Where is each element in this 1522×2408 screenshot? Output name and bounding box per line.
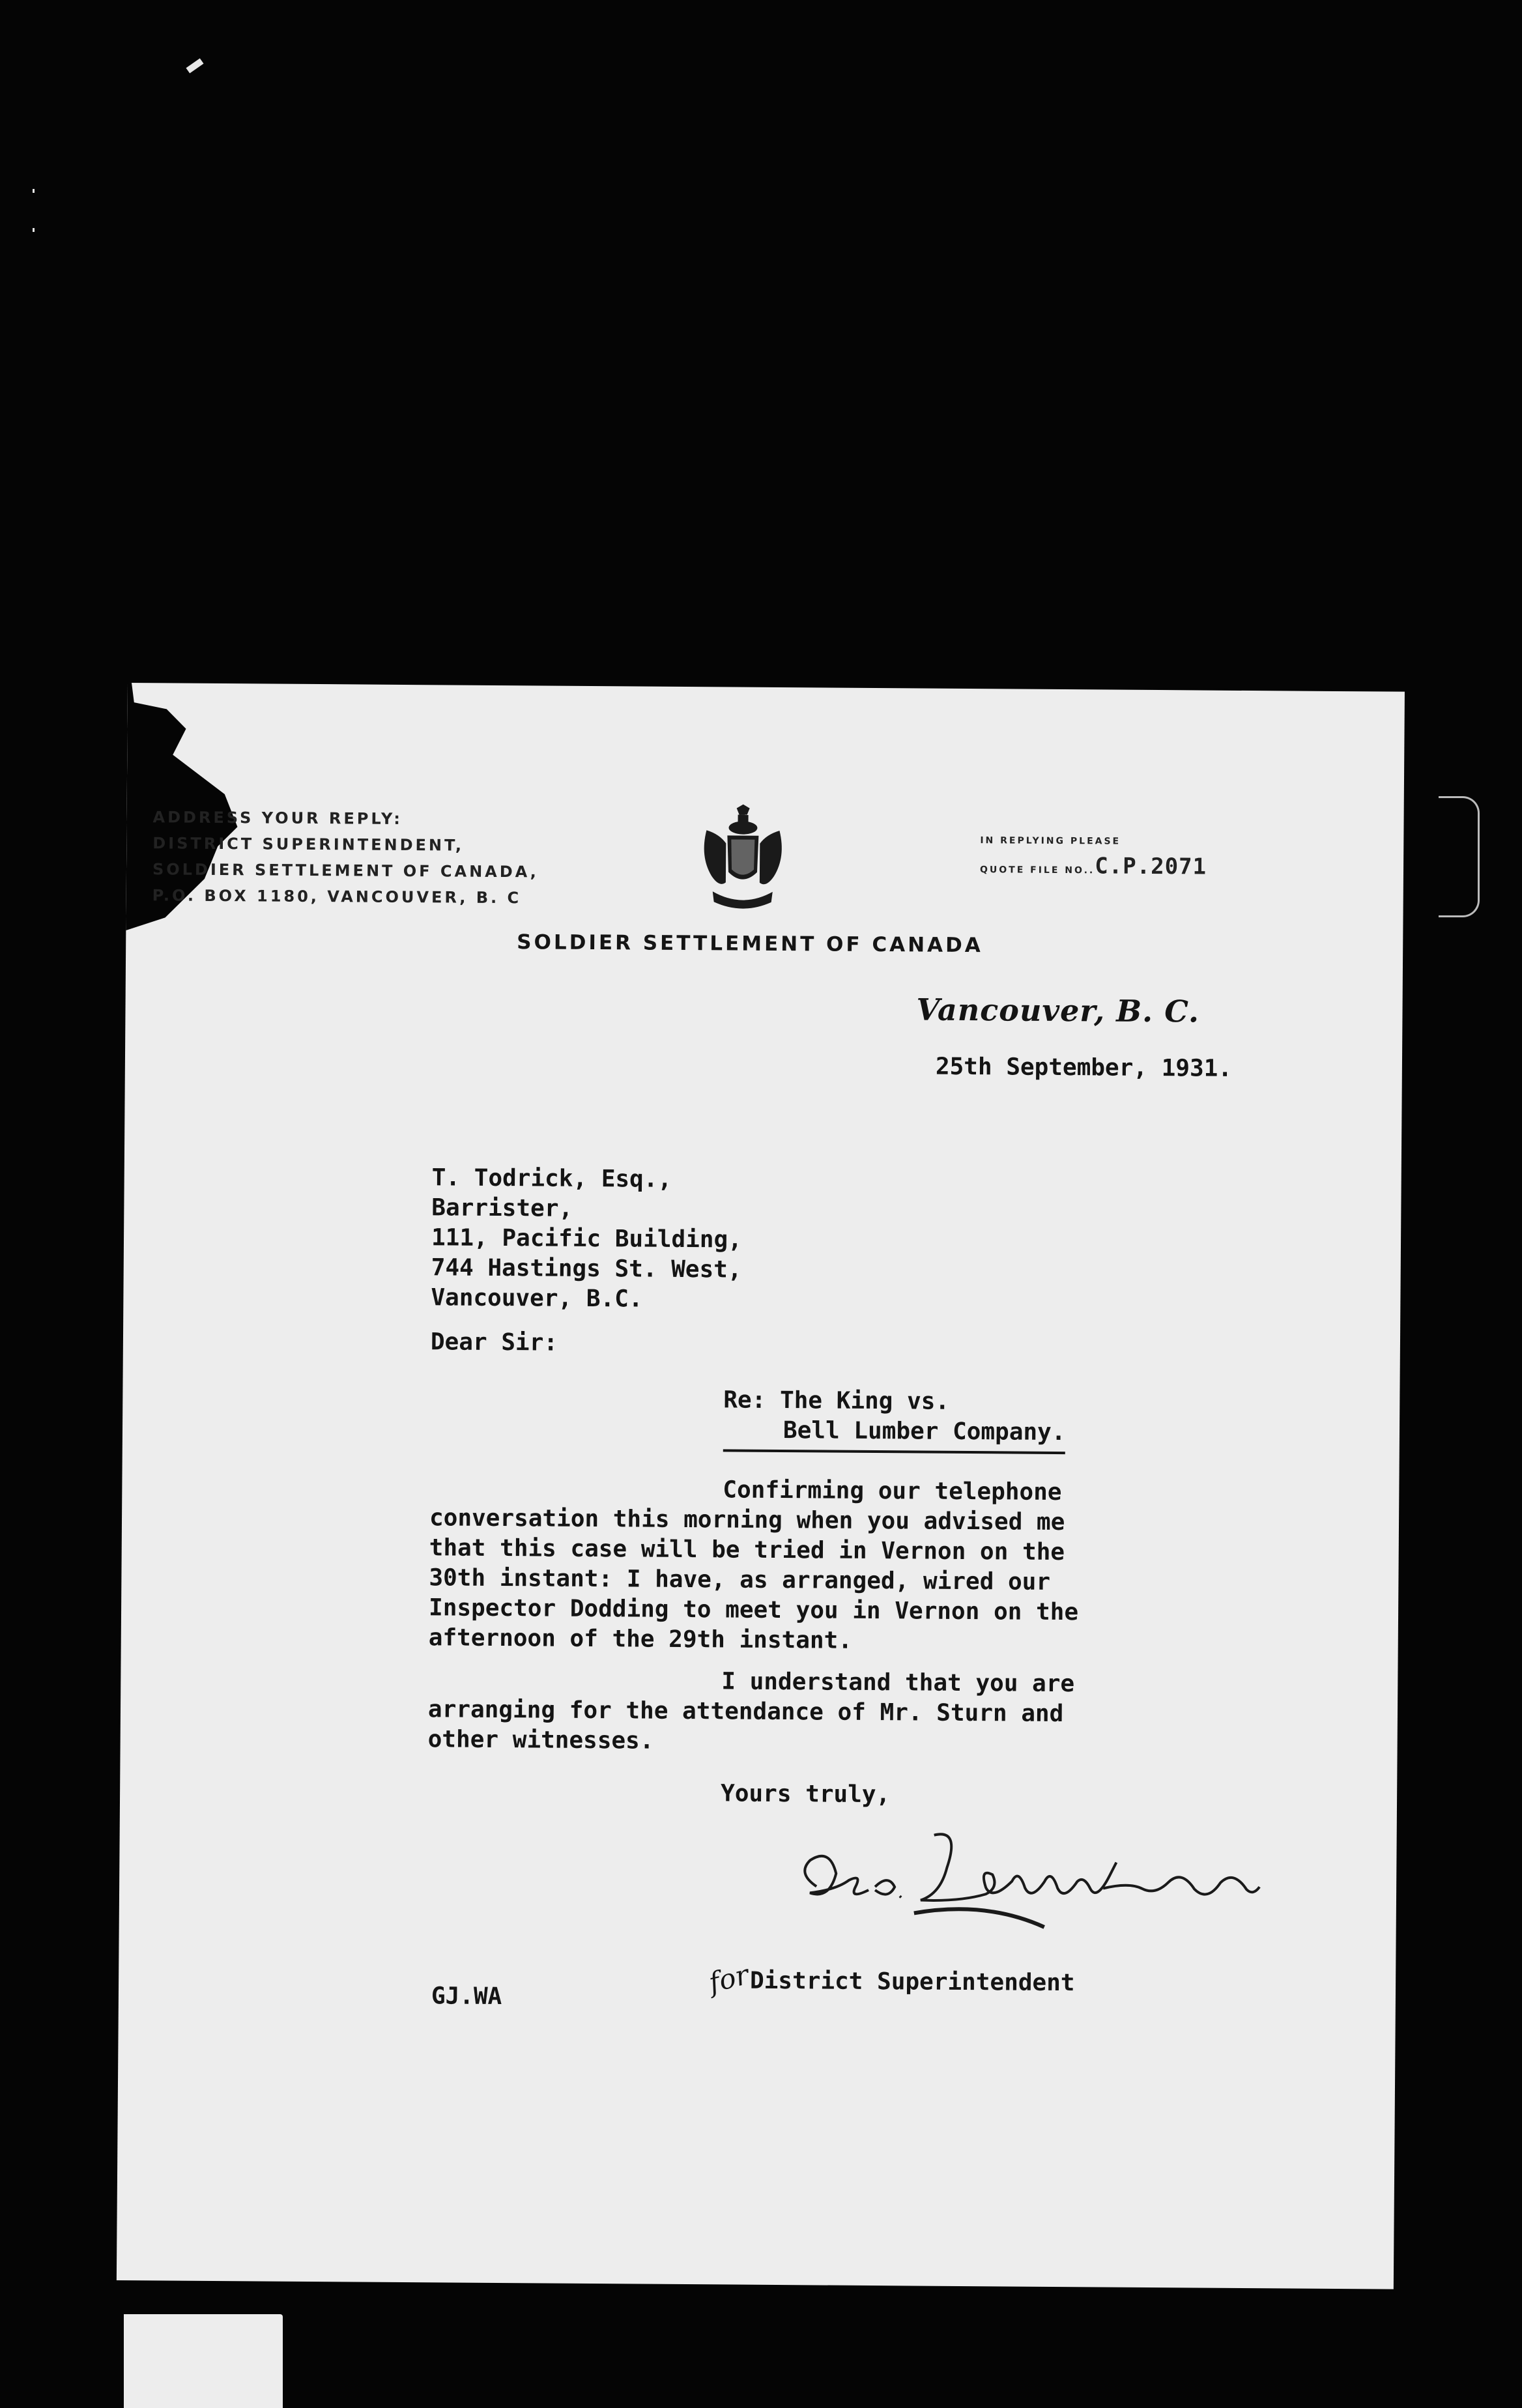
signed-for: for bbox=[706, 1958, 752, 1999]
body-paragraph-2 bbox=[428, 1665, 1075, 1759]
signatory-line bbox=[706, 1958, 1075, 1999]
recipient-line: Barrister, bbox=[431, 1194, 573, 1222]
reply-note-label: QUOTE FILE NO.. bbox=[979, 865, 1095, 876]
reference-initials: GJ.WA bbox=[431, 1983, 502, 2011]
body-paragraph-1 bbox=[429, 1473, 1080, 1657]
letterhead-address-line: P.O. BOX 1180, VANCOUVER, B. C bbox=[152, 886, 522, 908]
subject-line-1: Re: The King vs. bbox=[723, 1386, 950, 1415]
recipient-line: 744 Hastings St. West, bbox=[431, 1254, 742, 1283]
body-line: Confirming our telephone bbox=[723, 1476, 1062, 1506]
body-line: other witnesses. bbox=[427, 1726, 654, 1755]
closing: Yours truly, bbox=[720, 1780, 891, 1809]
reply-note-line: IN REPLYING PLEASE bbox=[980, 835, 1121, 847]
signatory-title: District Superintendent bbox=[749, 1967, 1075, 1997]
letter-page bbox=[117, 683, 1405, 2289]
letterhead-address bbox=[152, 804, 539, 911]
recipient-line: T. Todrick, Esq., bbox=[431, 1164, 672, 1193]
letter-place: Vancouver, B. C. bbox=[916, 992, 1200, 1029]
subject-line-2: Bell Lumber Company. bbox=[723, 1415, 1066, 1454]
recipient-line: Vancouver, B.C. bbox=[431, 1284, 643, 1313]
salutation: Dear Sir: bbox=[430, 1328, 558, 1356]
letterhead-address-line: ADDRESS YOUR REPLY: bbox=[152, 808, 403, 828]
body-line: arranging for the attendance of Mr. Sturn and bbox=[427, 1696, 1064, 1728]
recipient-block bbox=[431, 1163, 742, 1315]
letterhead-address-line: DISTRICT SUPERINTENDENT, bbox=[152, 834, 465, 855]
coat-of-arms-icon bbox=[700, 804, 786, 915]
reply-note bbox=[980, 828, 1207, 883]
letter-date: 25th September, 1931. bbox=[935, 1053, 1233, 1082]
film-speck bbox=[33, 228, 35, 232]
handwritten-signature bbox=[790, 1828, 1285, 1961]
recipient-line: 111, Pacific Building, bbox=[431, 1224, 743, 1254]
subject-line bbox=[723, 1385, 1066, 1454]
film-speck bbox=[33, 189, 35, 193]
film-leader-tab bbox=[124, 2314, 283, 2408]
body-line: that this case will be tried in Vernon on the bbox=[429, 1534, 1065, 1566]
letterhead-address-line: SOLDIER SETTLEMENT OF CANADA, bbox=[152, 860, 539, 882]
body-line: 30th instant: I have, as arranged, wired our bbox=[429, 1564, 1051, 1596]
file-number: C.P.2071 bbox=[1095, 853, 1207, 880]
film-edge-mark bbox=[1439, 796, 1480, 917]
body-line: I understand that you are bbox=[721, 1668, 1075, 1698]
body-line: afternoon of the 29th instant. bbox=[428, 1624, 853, 1654]
organization-name: SOLDIER SETTLEMENT OF CANADA bbox=[517, 930, 983, 958]
body-line: conversation this morning when you advised me bbox=[429, 1504, 1065, 1536]
film-speck bbox=[186, 58, 203, 73]
reply-note-line bbox=[980, 853, 1207, 883]
body-line: Inspector Dodding to meet you in Vernon on the bbox=[428, 1594, 1079, 1626]
